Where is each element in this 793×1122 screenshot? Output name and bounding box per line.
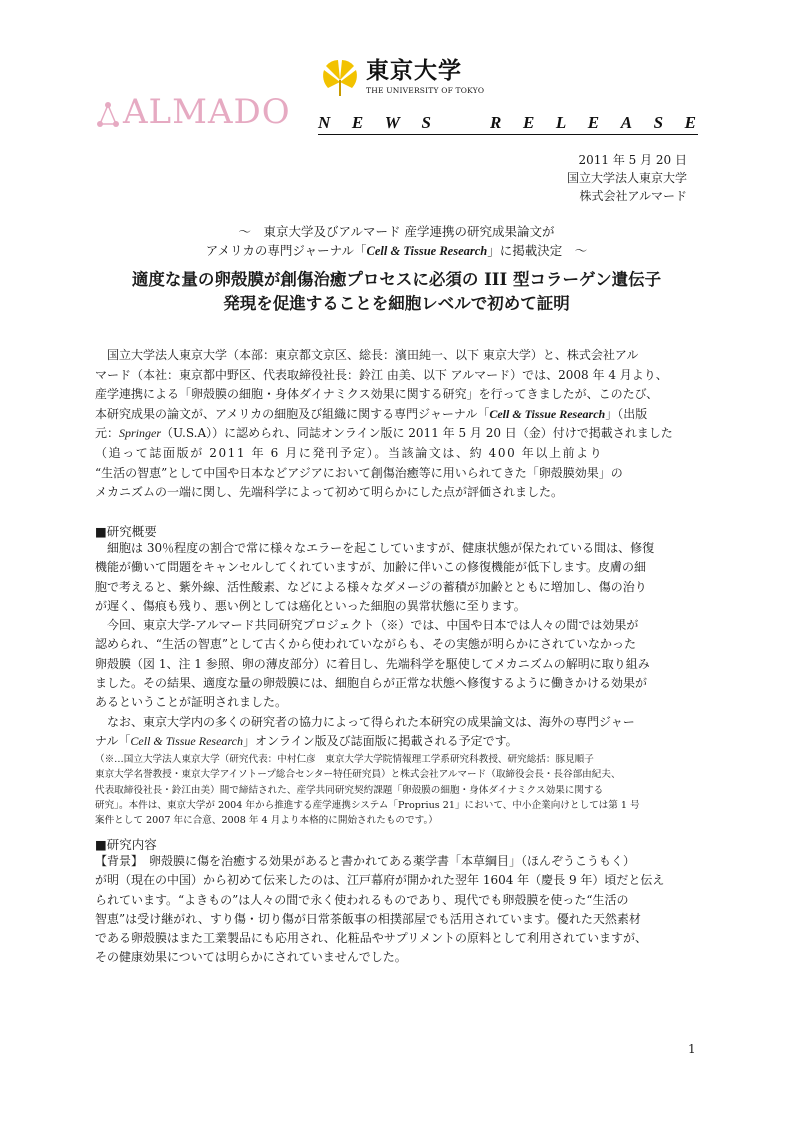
text-segment: 」（出版: [605, 406, 648, 421]
journal-name: Cell & Tissue Research: [366, 244, 488, 258]
ginkgo-leaf-icon: [318, 56, 362, 100]
note-line: 代表取締役社長・鈴江由美）間で締結された、産学共同研究契約課題「卵殻膜の細胞・身体ダイナミクス効果に関する: [95, 784, 604, 796]
text-line: られています。“よきもの”は人々の間で永く使われるものであり、現代でも卵殻膜を使った“生活の: [95, 892, 629, 907]
news-release-letter: E: [522, 113, 535, 132]
intro-paragraph: [95, 346, 695, 503]
almado-wordmark: ALMADO: [123, 92, 291, 132]
text-segment: （U.S.A））に認められ、同誌オンライン版に 2011 年 5 月 20 日（金）付けで掲載されました: [161, 426, 673, 441]
journal-name: Cell & Tissue Research: [489, 406, 606, 421]
date-block: [567, 151, 687, 205]
utokyo-name: 東京大学: [366, 58, 462, 84]
news-release-gap: [452, 113, 468, 133]
news-release-letter: E: [587, 113, 600, 132]
page-number: 1: [688, 1042, 696, 1056]
content-paragraph: [95, 852, 695, 968]
text-line: 智恵”は受け継がれ、すり傷・切り傷が日常茶飯事の相撲部屋でも活用されています。優れた天然素材: [95, 911, 641, 926]
subtitle-line-1: ～ 東京大学及びアルマード 産学連携の研究成果論文が: [238, 224, 555, 239]
text-line: 【背景】 卵殻膜に傷を治癒する効果があると書かれてある薬学書「本草綱目」（ほんぞうこうもく）: [95, 854, 636, 868]
text-line: 細胞は 30％程度の割合で常に様々なエラーを起こしていますが、健康状態が保たれている間は、修復: [95, 541, 655, 555]
text-line: [95, 732, 695, 751]
text-line: [95, 405, 695, 425]
text-line: なお、東京大学内の多くの研究者の協力によって得られた本研究の成果論文は、海外の専門ジャー: [95, 714, 635, 729]
text-line: “生活の智恵”として中国や日本などアジアにおいて創傷治癒等に用いられてきた「卵殻膜効果」の: [95, 465, 623, 480]
utokyo-english-name: THE UNIVERSITY OF TOKYO: [366, 86, 485, 95]
text-line: [95, 424, 695, 444]
issuer-utokyo: 国立大学法人東京大学: [566, 171, 687, 185]
news-release-letter: S: [421, 113, 431, 132]
note-line: 研究」。本件は、東京大学が 2004 年から推進する産学連携システム「Proprius 21」において、中小企業向けとしては第 1 号: [95, 799, 640, 811]
news-release-letter: S: [653, 113, 664, 132]
note-line: 案件として 2007 年に合意、2008 年 4 月より本格的に開始されたものです。）: [95, 815, 438, 827]
note-line: （※…国立大学法人東京大学（研究代表：中村仁彦 東京大学大学院情報理工学系研究科教授、研究総括：豚見順子: [95, 754, 594, 765]
header-divider: [318, 134, 698, 135]
text-line: 今回、東京大学-アルマード共同研究プロジェクト（※）では、中国や日本では人々の間では効果が: [95, 618, 639, 633]
subtitle-line-2: [40, 241, 753, 259]
text-segment: 元：: [95, 426, 120, 441]
text-line: ました。その結果、適度な量の卵殻膜には、細胞自らが正常な状態へ修復するように働きかける効果が: [95, 676, 648, 691]
text-segment: ナル「: [95, 733, 131, 748]
issuer-almado: 株式会社アルマード: [579, 189, 687, 203]
text-line: 胞で考えると、紫外線、活性酸素、などによる様々なダメージの蓄積が加齢とともに増加し、傷の治り: [95, 579, 647, 594]
text-line: 機能が働いて問題をキャンセルしてくれていますが、加齢に伴いこの修復機能が低下します。皮膚の細: [95, 560, 647, 575]
news-release-letter: N: [318, 113, 331, 132]
utokyo-logo: [318, 56, 488, 106]
news-release-banner: [318, 113, 696, 133]
text-line: が明（現在の中国）から初めて伝来したのは、江戸幕府が開かれた翌年 1604 年（慶長 9 年）頃だと伝え: [95, 873, 665, 888]
almado-molecule-icon: [95, 100, 121, 130]
almado-logo: [95, 92, 300, 132]
headline-line-2: 発現を促進することを細胞レベルで初めて証明: [223, 294, 570, 313]
news-release-letter: R: [490, 113, 502, 132]
news-release-letter: E: [684, 113, 696, 132]
subtitle-text: 」に掲載決定 ～: [487, 243, 588, 258]
text-line: マード（本社：東京都中野区、代表取締役社長：鈴江 由美、以下 アルマード）では、2008 年 4 月より、: [95, 367, 668, 382]
text-line: である卵殻膜はまた工業製品にも応用され、化粧品やサプリメントの原料として利用されていますが、: [95, 931, 648, 946]
note-line: 東京大学名誉教授・東京大学アイソトープ総合センター特任研究員）と株式会社アルマード（取締役会長・長谷部由紀夫、: [95, 769, 621, 781]
text-line: 産学連携による「卵殻膜の細胞・身体ダイナミクス効果に関する研究」を行ってきましたが、このたび、: [95, 387, 659, 402]
journal-name: Cell & Tissue Research: [130, 733, 243, 748]
footnote-block: [95, 752, 695, 828]
section-heading-overview: ■研究概要: [95, 524, 157, 539]
release-date: 2011 年 5 月 20 日: [578, 153, 687, 167]
text-line: あるということが証明されました。: [95, 695, 288, 710]
text-line: その健康効果については明らかにされていませんでした。: [95, 950, 407, 965]
news-release-letter: L: [555, 113, 567, 132]
publisher-name: Springer: [119, 426, 162, 441]
subtitle-text: アメリカの専門ジャーナル「: [205, 243, 367, 258]
text-line: （追って誌面版が 2011 年 6 月に発刊予定）。当該論文は、約 400 年以上前より: [95, 445, 604, 460]
text-line: 国立大学法人東京大学（本部：東京都文京区、総長：濱田純一、以下 東京大学）と、株式会社アル: [95, 348, 639, 362]
overview-paragraph: [95, 539, 695, 751]
news-release-letter: A: [620, 113, 633, 132]
news-release-letter: E: [351, 113, 364, 132]
text-line: が遅く、傷痕も残り、悪い例としては癌化といった細胞の異常状態に至ります。: [95, 598, 526, 613]
text-line: 卵殻膜（図 1、注 1 参照、卵の薄皮部分）に着目し、先端科学を駆使してメカニズムの解明に取り組み: [95, 656, 650, 671]
section-heading-content: ■研究内容: [95, 837, 157, 852]
headline-line-1: 適度な量の卵殻膜が創傷治癒プロセスに必須の III 型コラーゲン遺伝子: [131, 270, 662, 289]
text-line: メカニズムの一端に関し、先端科学によって初めて明らかにした点が評価されました。: [95, 485, 564, 500]
news-release-letter: W: [384, 113, 400, 132]
text-line: 認められ、“生活の智恵”として古くから使われていながらも、その実態が明らかにされていなかった: [95, 637, 636, 652]
text-segment: 本研究成果の論文が、アメリカの細胞及び組織に関する専門ジャーナル「: [95, 406, 490, 421]
text-segment: 」オンライン版及び誌面版に掲載される予定です。: [242, 733, 518, 748]
